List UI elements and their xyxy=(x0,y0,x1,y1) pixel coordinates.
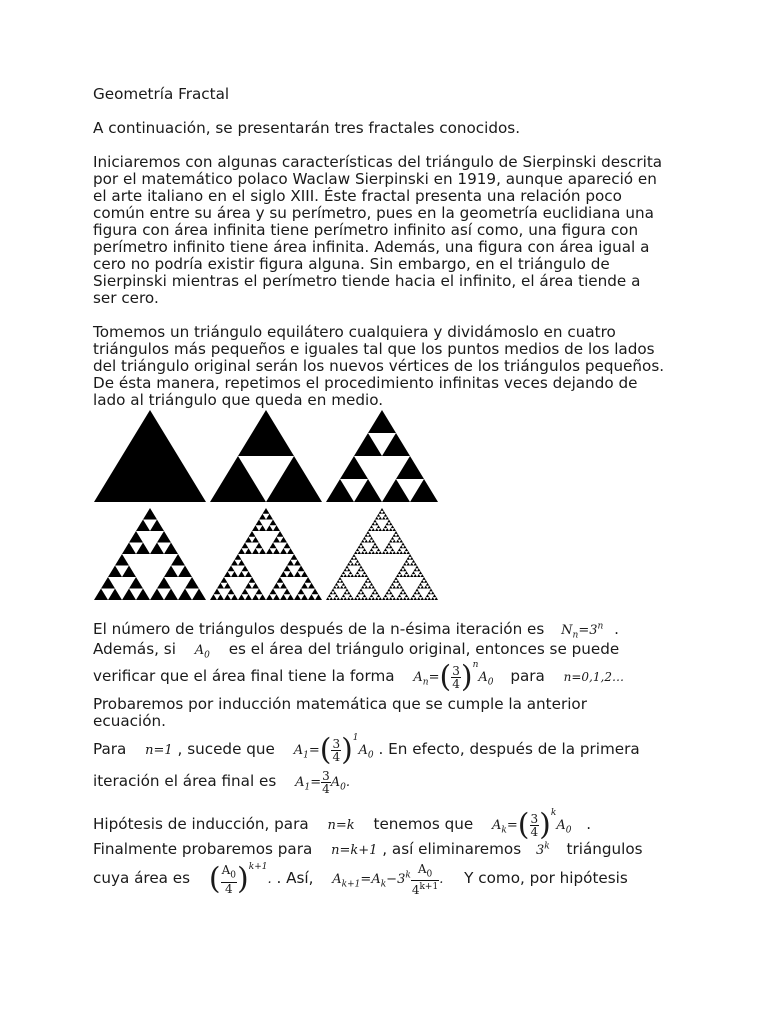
sierpinski-figure xyxy=(94,410,439,600)
formula-n-range: n=0,1,2… xyxy=(563,670,624,684)
math-line-7 xyxy=(93,770,350,795)
sierpinski-iteration-0 xyxy=(94,410,206,502)
text-line: común entre su área y su perímetro, pues en la geometría euclidiana una xyxy=(93,204,654,222)
sierpinski-iteration-1 xyxy=(210,410,322,502)
math-text: iteración el área final es xyxy=(93,772,277,790)
math-text: , sucede que xyxy=(177,740,275,758)
math-text: El número de triángulos después de la n-ésima iteración es xyxy=(93,620,545,638)
math-text: tenemos que xyxy=(373,815,474,833)
formula-ak1: $A_{k+1}=A_k-3^k$ $\frac{A_0}{4^{k+1}}$ . xyxy=(332,861,444,898)
math-text: cuya área es xyxy=(93,869,191,887)
sierpinski-iteration-2 xyxy=(326,410,438,502)
sierpinski-iteration-3 xyxy=(94,508,206,600)
sierpinski-description-paragraph xyxy=(93,154,683,307)
math-line-8: Hipótesis de inducción, para n=k tenemos que $A_k=$( $\frac{3}{4}$ )$^kA_0$ . xyxy=(93,807,592,843)
text-line: triángulos más pequeños e iguales tal que los puntos medios de los lados xyxy=(93,340,655,358)
text-line: perímetro infinito tiene área infinita. Además, una figura con área igual a xyxy=(93,238,650,256)
math-text: Y como, por hipótesis xyxy=(464,869,628,887)
math-text: . En efecto, después de la primera xyxy=(378,740,640,758)
math-text: triángulos xyxy=(566,840,643,858)
math-text: es el área del triángulo original, entonces se puede xyxy=(228,640,620,658)
text-line: Iniciaremos con algunas características del triángulo de Sierpinski descrita xyxy=(93,153,663,171)
formula-a1: $A_1=$( $\frac{3}{4}$ )$^1A_0$ xyxy=(293,732,374,768)
math-text: Además, si xyxy=(93,640,176,658)
text-line: cero no podría existir figura alguna. Sin embargo, en el triángulo de xyxy=(93,255,610,273)
math-text: , así eliminaremos xyxy=(382,840,522,858)
formula-removed-area: ( $\frac{A_0}{4}$ )$^{k+1}$. xyxy=(208,861,272,897)
sierpinski-iteration-4 xyxy=(210,508,322,600)
sierpinski-iteration-5 xyxy=(326,508,438,600)
construction-paragraph xyxy=(93,324,683,409)
text-line: del triángulo original serán los nuevos vértices de los triángulos pequeños. xyxy=(93,357,665,375)
math-text: verificar que el área final tiene la forma xyxy=(93,667,395,685)
math-text: . Así, xyxy=(276,869,314,887)
text-line: Tomemos un triángulo equilátero cualquiera y dividámoslo en cuatro xyxy=(93,323,616,341)
formula-n-eq-1: n=1 xyxy=(145,743,173,758)
math-line-4: Probaremos por inducción matemática que se cumple la anterior xyxy=(93,695,587,713)
math-line-9 xyxy=(93,840,643,858)
math-line-2 xyxy=(93,640,619,661)
math-line-10 xyxy=(93,862,628,896)
formula-a1-final: $A_1=$ $\frac{3}{4}$ $A_0$. xyxy=(295,769,351,796)
math-line-6 xyxy=(93,733,640,766)
text-line: por el matemático polaco Waclaw Sierpinski en 1919, aunque apareció en xyxy=(93,170,657,188)
formula-n-eq-k: n=k xyxy=(327,818,355,833)
intro-paragraph: A continuación, se presentarán tres fractales conocidos. xyxy=(93,119,521,137)
math-line-5: ecuación. xyxy=(93,712,166,730)
formula-a0: $A_0$ xyxy=(194,643,210,661)
math-text: Hipótesis de inducción, para xyxy=(93,815,309,833)
text-line: Sierpinski mientras el perímetro tiende hacia el infinito, el área tiende a xyxy=(93,272,641,290)
math-line-3 xyxy=(93,660,624,693)
formula-ak: $A_k=$( $\frac{3}{4}$ )$^kA_0$ xyxy=(492,807,572,843)
text-line: el arte italiano en el siglo XIII. Éste fractal presenta una relación poco xyxy=(93,187,622,205)
math-text: para xyxy=(510,667,545,685)
text-line: ser cero. xyxy=(93,289,159,307)
math-text: Finalmente probaremos para xyxy=(93,840,313,858)
formula-n-eq-k1: n=k+1 xyxy=(331,843,378,858)
text-line: De ésta manera, repetimos el procedimiento infinitas veces dejando de xyxy=(93,374,638,392)
document-title: Geometría Fractal xyxy=(93,85,230,103)
text-line: lado al triángulo que queda en medio. xyxy=(93,391,384,409)
text-line: figura con área infinita tiene perímetro infinito así como, una figura con xyxy=(93,221,639,239)
math-line-1: El número de triángulos después de la n-ésima iteración es $N_n=3^n$ . xyxy=(93,620,619,641)
formula-3k: 3$^k$ xyxy=(535,841,550,858)
formula-area-n: $A_n=$( $\frac{3}{4}$ )$^nA_0$ xyxy=(413,659,494,695)
formula-triangle-count: $N_n=3^n$ xyxy=(561,621,604,641)
math-text: Para xyxy=(93,740,127,758)
document-body xyxy=(93,86,683,409)
